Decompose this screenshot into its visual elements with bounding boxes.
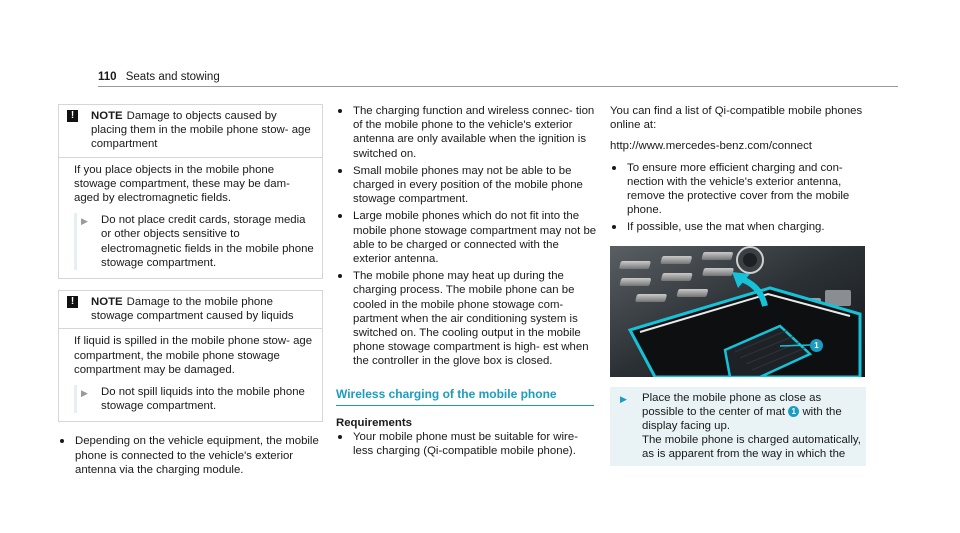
step-text: with the display facing up. — [642, 405, 842, 433]
section-subheading: Wireless charging of the mobile phone — [336, 387, 594, 406]
step-text: Do not spill liquids into the mobile phone stowage compartment. — [101, 386, 305, 413]
bullet-icon — [338, 109, 342, 113]
list-item: Depending on the vehicle equipment, the mobile phone is connected to the vehicle's exterior antenna via the charging module. — [58, 434, 323, 477]
header-rule — [98, 86, 898, 87]
notice-body — [59, 329, 322, 421]
bullet-icon — [612, 225, 616, 229]
notice-box-liquids — [58, 290, 323, 422]
section-title: Seats and stowing — [125, 71, 220, 83]
notice-step — [74, 213, 314, 270]
instruction-step — [610, 387, 866, 466]
list-item: To ensure more efficient charging and con‐ nection with the vehicle's exterior antenna, remove the protective cover from the mobile phone. — [610, 161, 866, 218]
exclamation-icon: ! — [67, 296, 78, 308]
bullet-icon — [338, 214, 342, 218]
play-arrow-icon: ▶ — [81, 388, 88, 399]
play-arrow-icon: ▶ — [620, 393, 627, 404]
column-middle — [336, 104, 598, 461]
page-header — [98, 70, 898, 90]
notice-label: NOTE — [91, 110, 123, 122]
charging-mat-illustration — [610, 246, 865, 377]
notice-header — [59, 105, 322, 158]
exclamation-icon: ! — [67, 110, 78, 122]
notice-body — [59, 158, 322, 278]
bullet-icon — [338, 169, 342, 173]
callout-badge: 1 — [810, 339, 823, 352]
list-item: If possible, use the mat when charging. — [610, 220, 866, 234]
charging-mat-photo — [610, 246, 865, 377]
column-right — [610, 104, 866, 466]
notice-text: If you place objects in the mobile phone stowage compartment, these may be dam‐ aged by electromagnetic fields. — [74, 163, 290, 205]
play-arrow-icon: ▶ — [81, 216, 88, 227]
callout-badge: 1 — [788, 406, 799, 417]
list-item: The mobile phone may heat up during the charging process. The mobile phone can be cooled in the mobile phone stowage com‐ partment when the air conditioning system is switched on. The cooling output in the mobile phone stowage compartment is high‐ est when the controller in the glove box is closed. — [336, 269, 598, 368]
url-link[interactable]: http://www.mercedes-benz.com/connect — [610, 140, 812, 153]
bullet-icon — [60, 439, 64, 443]
notice-header — [59, 291, 322, 329]
bullet-list — [610, 161, 866, 235]
bullet-icon — [338, 435, 342, 439]
column-left — [58, 104, 323, 480]
bullet-list — [58, 434, 323, 477]
intro-text: You can find a list of Qi-compatible mobile phones online at: — [610, 105, 863, 132]
step-text: Place the mobile phone as close as possible to the center of mat — [642, 391, 822, 418]
bullet-list — [336, 104, 598, 369]
list-item: Small mobile phones may not be able to be charged in every position of the mobile phone stowage compartment. — [336, 164, 598, 207]
requirements-title: Requirements — [336, 416, 412, 429]
notice-step — [74, 385, 314, 413]
requirements-list — [336, 430, 598, 458]
step-text: The mobile phone is charged automatically, as is apparent from the way in which the — [642, 434, 861, 461]
page-number: 110 — [98, 71, 117, 83]
list-item: Your mobile phone must be suitable for wire‐ less charging (Qi-compatible mobile phone). — [336, 430, 598, 458]
notice-heading: Damage to the mobile phone stowage compartment caused by liquids — [91, 296, 294, 323]
list-item: Large mobile phones which do not fit into the mobile phone stowage compartment may not be able to be charged or connected with the exterior antenna. — [336, 209, 598, 266]
bullet-icon — [338, 274, 342, 278]
notice-text: If liquid is spilled in the mobile phone stow‐ age compartment, the mobile phone stowage compartment may be damaged. — [74, 335, 313, 376]
list-item: The charging function and wireless connec‐ tion of the mobile phone to the vehicle's exterior antenna are only available when the ignition is switched on. — [336, 104, 598, 161]
step-text: Do not place credit cards, storage media or other objects sensitive to electromagnetic fields in the mobile phone stowage compartment. — [101, 214, 314, 269]
notice-heading: Damage to objects caused by placing them in the mobile phone stow‐ age compartment — [91, 110, 311, 151]
notice-box-electromagnetic — [58, 104, 323, 279]
notice-label: NOTE — [91, 296, 123, 309]
bullet-icon — [612, 166, 616, 170]
